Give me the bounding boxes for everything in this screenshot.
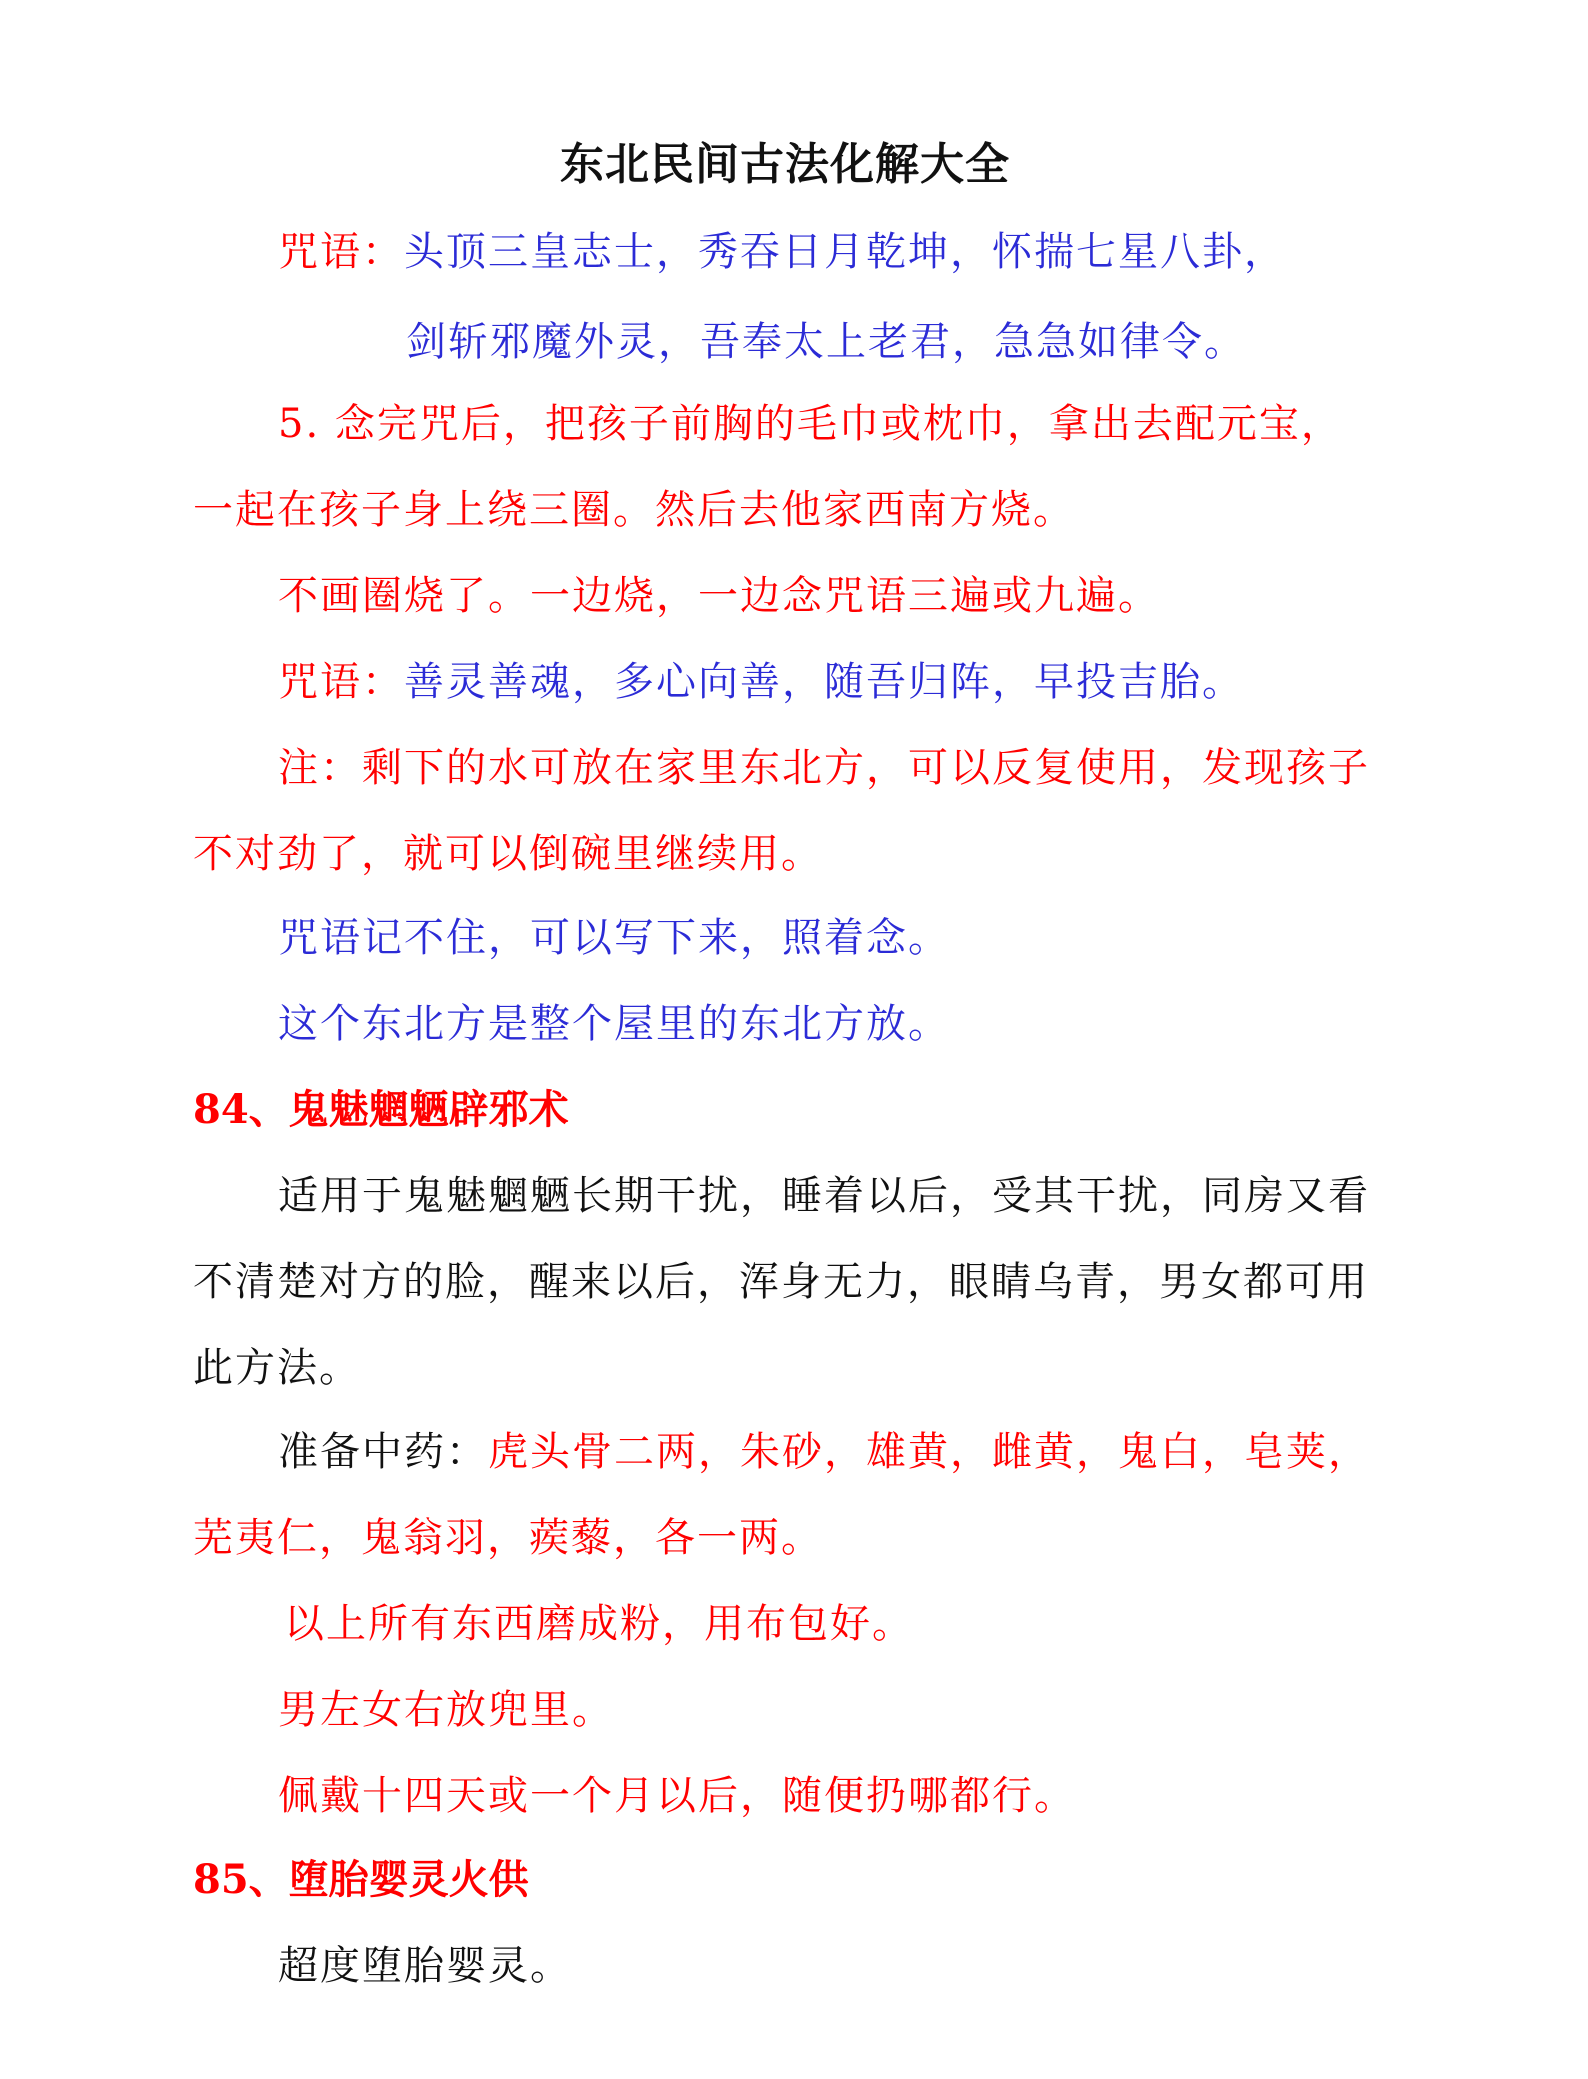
incantation-text: 善灵善魂，多心向善，随吾归阵，早投吉胎。: [404, 659, 1244, 705]
paragraph-usage-cont-1: 不清楚对方的脸，醒来以后，浑身无力，眼睛乌青，男女都可用: [193, 1259, 1369, 1305]
incantation-line-3: [278, 656, 1244, 708]
paragraph-usage-cont-2: 此方法。: [193, 1345, 361, 1391]
note-paragraph: 注：剩下的水可放在家里东北方，可以反复使用，发现孩子: [278, 745, 1370, 791]
paragraph-step-5-cont: 一起在孩子身上绕三圈。然后去他家西南方烧。: [193, 487, 1075, 533]
incantation-text: 头顶三皇志士，秀吞日月乾坤，怀揣七星八卦，: [404, 229, 1286, 275]
paragraph-no-circle: 不画圈烧了。一边烧，一边念咒语三遍或九遍。: [278, 573, 1160, 619]
incantation-line-2: 剑斩邪魔外灵，吾奉太上老君，急急如律令。: [406, 319, 1246, 365]
incantation-label: 咒语：: [278, 229, 404, 275]
paragraph-wear: 佩戴十四天或一个月以后，随便扔哪都行。: [278, 1773, 1076, 1819]
section-heading-84: 84、鬼魅魍魉辟邪术: [193, 1086, 569, 1133]
paragraph-pocket: 男左女右放兜里。: [278, 1687, 614, 1733]
ingredients-label: 准备中药：: [278, 1429, 488, 1475]
ingredients-text: 虎头骨二两，朱砂，雄黄，雌黄，鬼白，皂荚，: [488, 1429, 1370, 1475]
incantation-label: 咒语：: [278, 659, 404, 705]
section-heading-85: 85、堕胎婴灵火供: [193, 1856, 529, 1903]
paragraph-usage: 适用于鬼魅魍魉长期干扰，睡着以后，受其干扰，同房又看: [278, 1173, 1370, 1219]
paragraph-deliver: 超度堕胎婴灵。: [278, 1943, 572, 1989]
ingredients-line-cont: 芜夷仁，鬼翁羽，蒺藜，各一两。: [193, 1515, 823, 1561]
paragraph-northeast: 这个东北方是整个屋里的东北方放。: [278, 1001, 950, 1047]
paragraph-step-5: 5. 念完咒后，把孩子前胸的毛巾或枕巾，拿出去配元宝，: [278, 401, 1343, 447]
ingredients-line: [278, 1426, 1370, 1478]
incantation-line-1: [278, 226, 1286, 278]
paragraph-write-down: 咒语记不住，可以写下来，照着念。: [278, 915, 950, 961]
note-paragraph-cont: 不对劲了，就可以倒碗里继续用。: [193, 831, 823, 877]
page-title: 东北民间古法化解大全: [560, 139, 1010, 190]
paragraph-grind: 以上所有东西磨成粉，用布包好。: [284, 1601, 914, 1647]
